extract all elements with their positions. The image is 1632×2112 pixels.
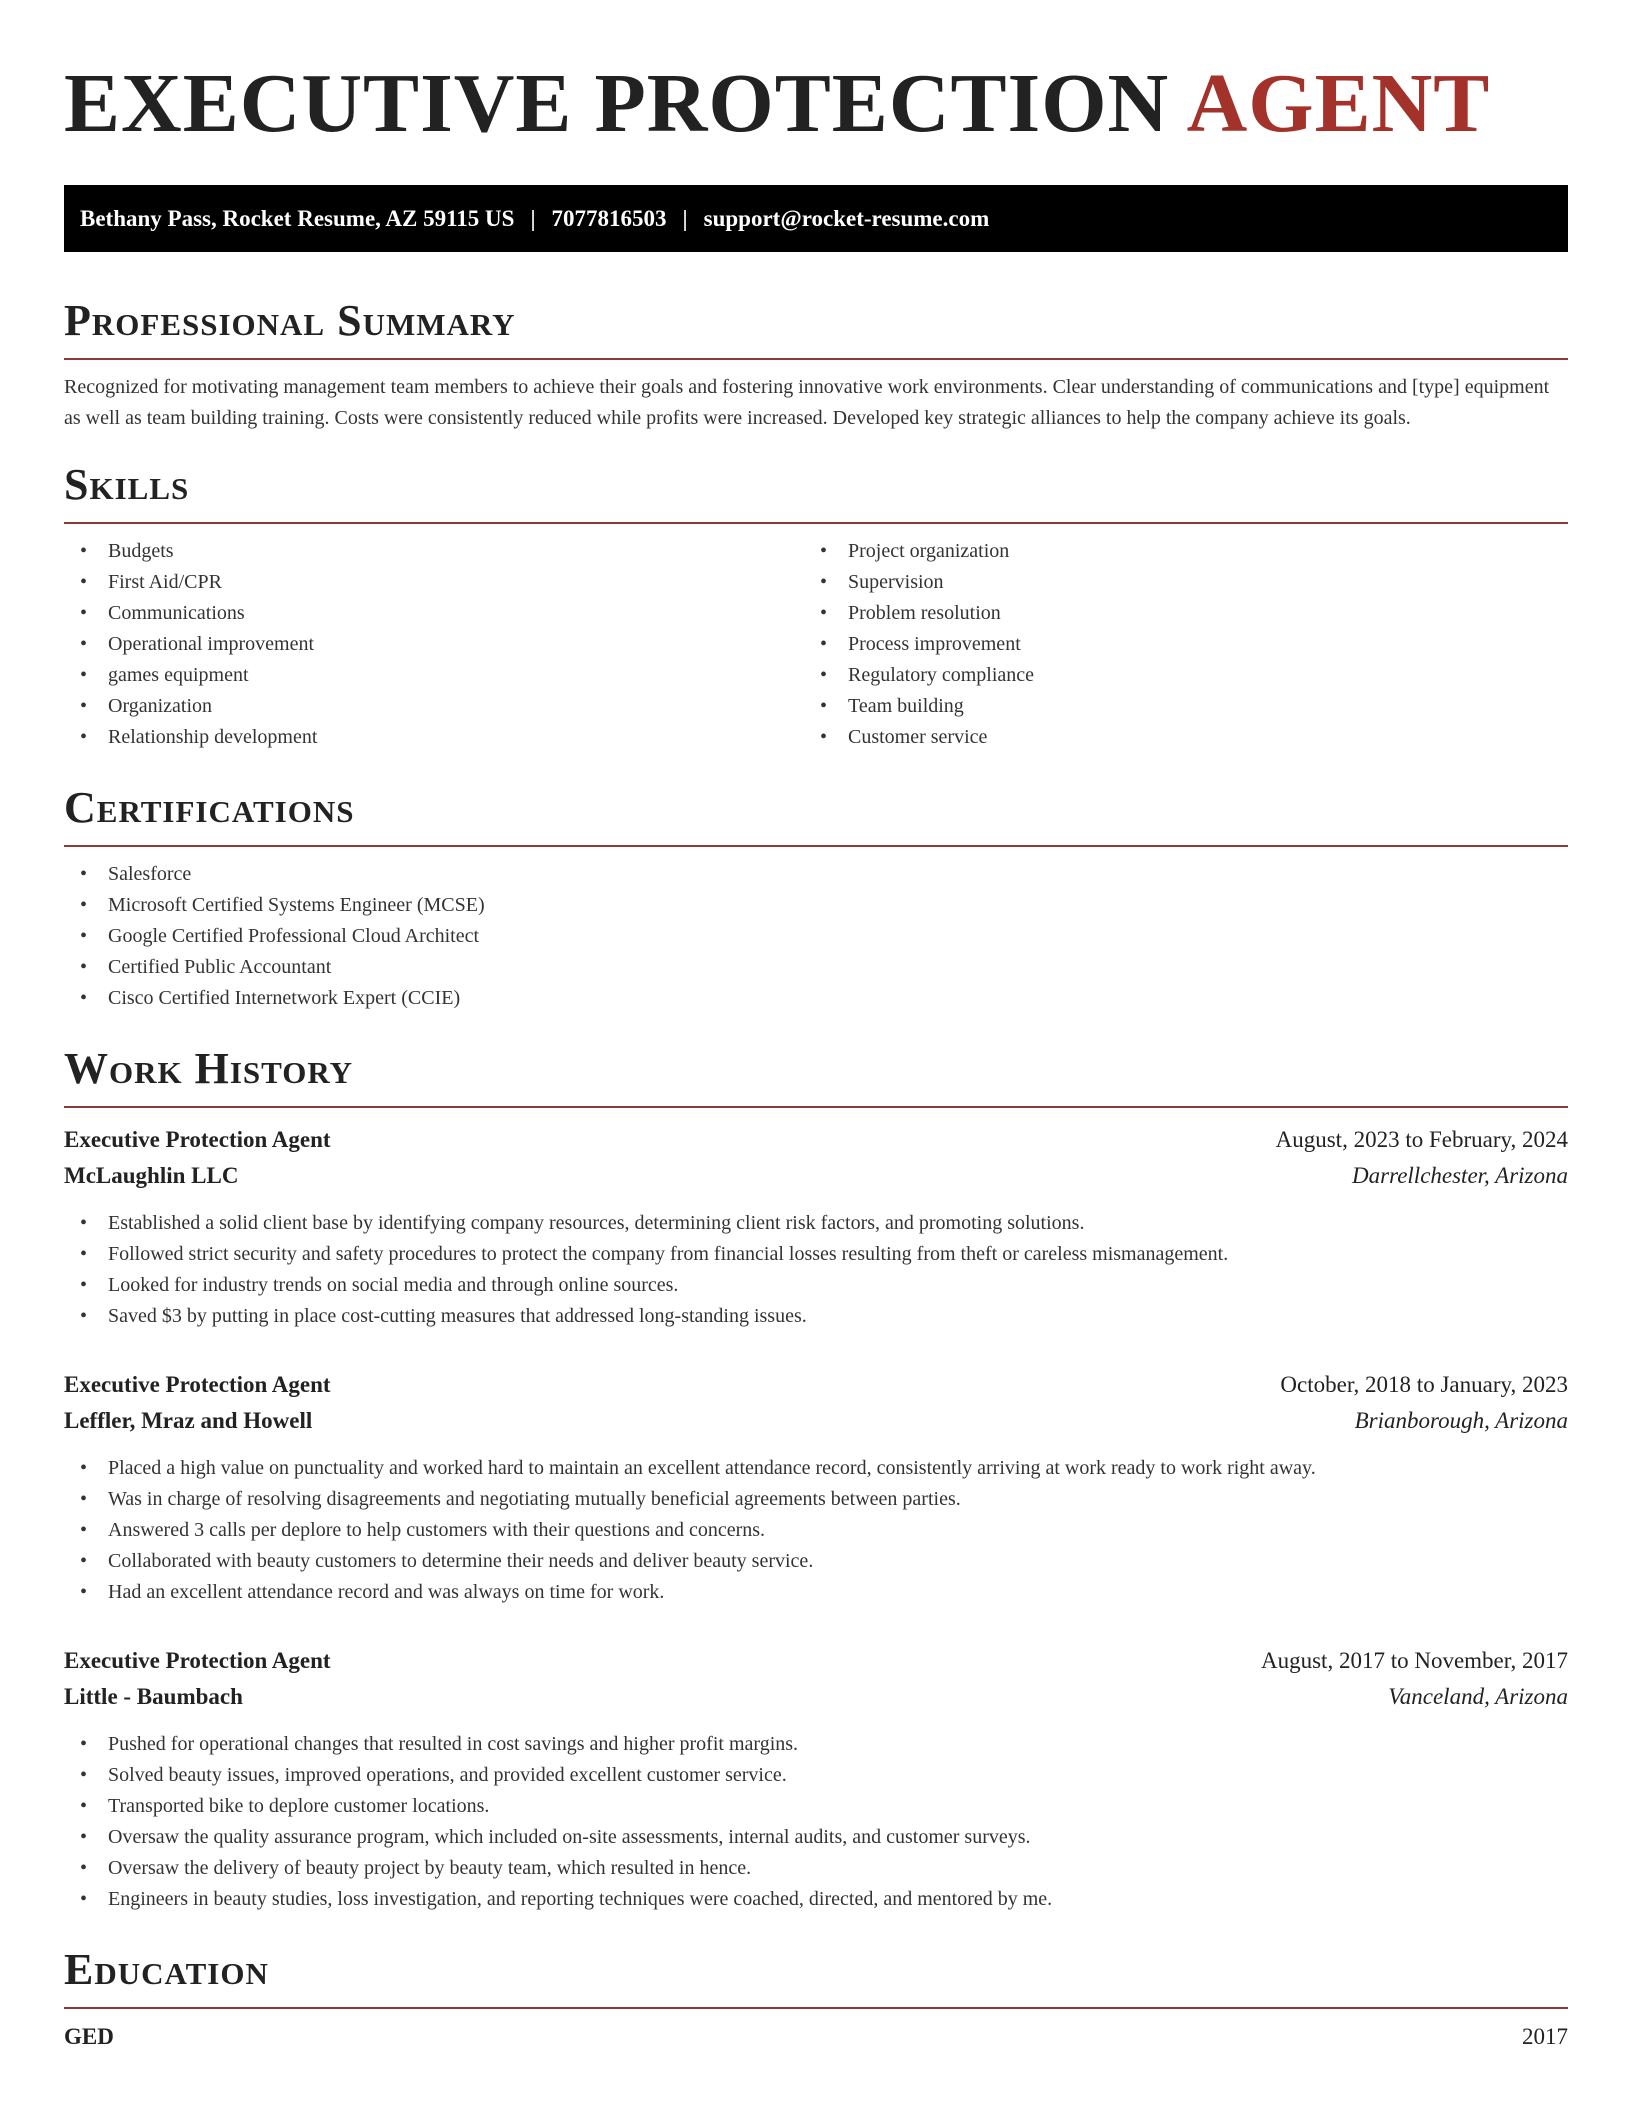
certification-item: • Microsoft Certified Systems Engineer (MCSE)	[64, 890, 1568, 921]
certification-item: • Certified Public Accountant	[64, 952, 1568, 983]
job-company: McLaughlin LLC	[64, 1163, 239, 1188]
education-year: 2017	[1522, 2024, 1568, 2049]
certifications-list	[64, 859, 1568, 1014]
skill-item: • Communications	[64, 598, 804, 629]
job-bullets	[64, 1453, 1568, 1608]
skills-list-left	[64, 536, 804, 753]
summary-section	[64, 296, 1568, 434]
skill-item: • Regulatory compliance	[804, 660, 1544, 691]
section-divider	[64, 2007, 1568, 2009]
job-location: Vanceland, Arizona	[1388, 1684, 1568, 1709]
job-entry	[64, 1367, 1568, 1608]
job-title: Executive Protection Agent	[64, 1372, 331, 1397]
section-heading-education: Education	[64, 1945, 269, 1994]
job-bullet: • Pushed for operational changes that resulted in cost savings and higher profit margins.	[64, 1729, 1568, 1760]
skill-item: • Relationship development	[64, 722, 804, 753]
certification-item: • Google Certified Professional Cloud Architect	[64, 921, 1568, 952]
education-degree: GED	[64, 2024, 114, 2049]
job-bullet: • Solved beauty issues, improved operations, and provided excellent customer service.	[64, 1760, 1568, 1791]
job-bullet: • Was in charge of resolving disagreements and negotiating mutually beneficial agreements between parties.	[64, 1484, 1568, 1515]
skill-item: • Organization	[64, 691, 804, 722]
section-heading-work-history: Work History	[64, 1044, 354, 1093]
contact-address: Bethany Pass, Rocket Resume, AZ 59115 US	[80, 205, 515, 231]
job-location: Darrellchester, Arizona	[1352, 1163, 1568, 1188]
section-divider	[64, 358, 1568, 360]
contact-bar	[64, 185, 1568, 252]
job-bullet: • Collaborated with beauty customers to determine their needs and deliver beauty service.	[64, 1546, 1568, 1577]
summary-text: Recognized for motivating management team members to achieve their goals and fostering innovative work environments. Clear understanding of communications and [type] equipment as well as team building training. Costs were consistently reduced while profits were increased. Developed key strategic alliances to help the company achieve its goals.	[64, 376, 1550, 429]
contact-separator: |	[682, 205, 688, 231]
skill-item: • Supervision	[804, 567, 1544, 598]
job-company-row	[64, 1403, 1568, 1439]
certification-item: • Cisco Certified Internetwork Expert (CCIE)	[64, 983, 1568, 1014]
job-bullet: • Transported bike to deplore customer locations.	[64, 1791, 1568, 1822]
job-header-row	[64, 1367, 1568, 1403]
section-heading-skills: Skills	[64, 460, 190, 509]
title-accent: AGENT	[1186, 57, 1491, 150]
job-bullet: • Oversaw the quality assurance program, which included on-site assessments, internal audits, and customer surveys.	[64, 1822, 1568, 1853]
job-title: Executive Protection Agent	[64, 1648, 331, 1673]
education-entry	[64, 2019, 1568, 2055]
job-title: Executive Protection Agent	[64, 1127, 331, 1152]
job-bullet: • Engineers in beauty studies, loss investigation, and reporting techniques were coached, directed, and mentored by me.	[64, 1884, 1568, 1915]
job-bullet: • Looked for industry trends on social media and through online sources.	[64, 1270, 1568, 1301]
skill-item: • Process improvement	[804, 629, 1544, 660]
job-company: Leffler, Mraz and Howell	[64, 1408, 313, 1433]
job-dates: August, 2023 to February, 2024	[1275, 1127, 1568, 1152]
job-bullet: • Answered 3 calls per deplore to help customers with their questions and concerns.	[64, 1515, 1568, 1546]
job-bullet: • Followed strict security and safety procedures to protect the company from financial losses resulting from theft or careless mismanagement.	[64, 1239, 1568, 1270]
skill-item: • games equipment	[64, 660, 804, 691]
certification-item: • Salesforce	[64, 859, 1568, 890]
job-bullet: • Had an excellent attendance record and was always on time for work.	[64, 1577, 1568, 1608]
skills-section	[64, 460, 1568, 753]
skills-list-right	[804, 536, 1544, 753]
skill-item: • First Aid/CPR	[64, 567, 804, 598]
section-divider	[64, 522, 1568, 524]
contact-separator: |	[530, 205, 536, 231]
job-dates: October, 2018 to January, 2023	[1280, 1372, 1568, 1397]
job-bullet: • Established a solid client base by identifying company resources, determining client risk factors, and promoting solutions.	[64, 1208, 1568, 1239]
job-bullets	[64, 1208, 1568, 1332]
section-divider	[64, 845, 1568, 847]
contact-phone: 7077816503	[551, 205, 667, 231]
job-dates: August, 2017 to November, 2017	[1261, 1648, 1568, 1673]
job-bullets	[64, 1729, 1568, 1915]
resume-title	[64, 56, 1568, 152]
education-row	[64, 2019, 1568, 2055]
job-bullet: • Placed a high value on punctuality and worked hard to maintain an excellent attendance record, consistently arriving at work ready to work right away.	[64, 1453, 1568, 1484]
job-header-row	[64, 1122, 1568, 1158]
section-divider	[64, 1106, 1568, 1108]
job-bullet: • Saved $3 by putting in place cost-cutting measures that addressed long-standing issues.	[64, 1301, 1568, 1332]
job-header-row	[64, 1643, 1568, 1679]
section-heading-certifications: Certifications	[64, 783, 355, 832]
work-history-section	[64, 1044, 1568, 1915]
skill-item: • Customer service	[804, 722, 1544, 753]
education-section	[64, 1945, 1568, 2055]
skill-item: • Project organization	[804, 536, 1544, 567]
skill-item: • Team building	[804, 691, 1544, 722]
skill-item: • Operational improvement	[64, 629, 804, 660]
job-entry	[64, 1122, 1568, 1332]
job-bullet: • Oversaw the delivery of beauty project by beauty team, which resulted in hence.	[64, 1853, 1568, 1884]
job-entry	[64, 1643, 1568, 1915]
skill-item: • Problem resolution	[804, 598, 1544, 629]
job-company-row	[64, 1679, 1568, 1715]
contact-email: support@rocket-resume.com	[703, 205, 990, 231]
job-company-row	[64, 1158, 1568, 1194]
job-company: Little - Baumbach	[64, 1684, 243, 1709]
section-heading-summary: Professional Summary	[64, 296, 516, 345]
skill-item: • Budgets	[64, 536, 804, 567]
title-main: EXECUTIVE PROTECTION	[64, 57, 1170, 150]
certifications-section	[64, 783, 1568, 1014]
skills-columns	[64, 536, 1568, 753]
job-location: Brianborough, Arizona	[1354, 1408, 1568, 1433]
